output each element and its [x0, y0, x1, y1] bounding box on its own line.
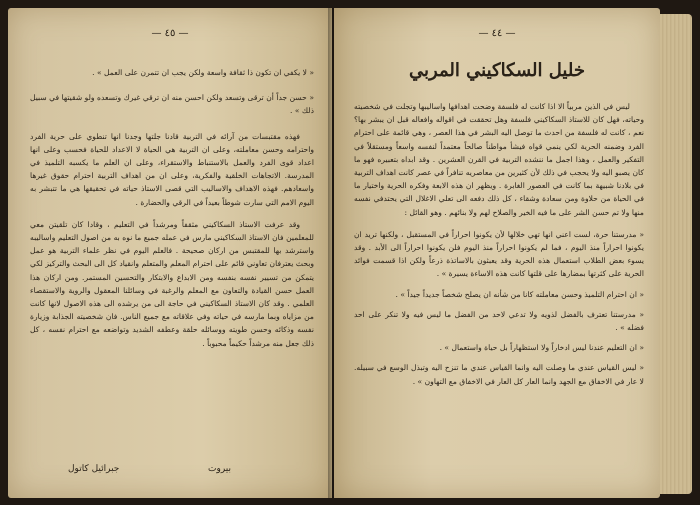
page-edges [660, 14, 692, 494]
chapter-title: خليل السكاكيني المربي [409, 60, 585, 81]
left-page [8, 8, 332, 498]
left-quote-2: « حسن جداً أن ترقى وتسعد ولكن احسن منه ان ترقي غيرك وتسعده ولو شقيتها في سبيل ذلك » . [30, 93, 314, 116]
right-quote-4: « ان التعليم عندنا ليس ادخاراً ولا استظهاراً بل حياة واستعمال » . [439, 343, 644, 353]
right-page-body [354, 100, 644, 395]
left-paragraph-2: وقد عرفت الاستاذ السكاكيني مثقفاً ومرشداً في التعليم ، وقادا كان تلقيتن معي للمعلمين فان الاستاذ السكاكيني مارس في عمله جميع ما نوه به من اصول التعليم واساليبه واسترشد بها للمقتبس من اركان صحيحة . فالعلم اليوم في نظر علماء التربية هو عمل وبحث يعترفان تعاوني قائم على احترام المعلم والمتعلم وانقياد كل الى البحث والتركيز لكي يتمكن من تسيير نفسه بنفسه ومن الابداع والابتكار والتحسين المستمر. ومن اركان هذا العمل حسن القيادة والتعاون مع المعلم والرغبة في وسائلنا المعقول والروية والاستقصاء العلمي . وقد كان الاستاذ السكاكيني في حاجة الى من يرشده الى هذه الاصول لانها كانت من مزاياه وبما مارسه في حياته وفي علاقاته مع جميع الناس. فان شخصيته الجذابة وزيارة نفسه وذكائه وحسن طويته ووسائله حلقة وعطفه الشديد وتواضعه مع احترام نفسه ، كل ذلك جعل منه مرشداً حكيماً محبوباً . [30, 219, 314, 348]
right-page-number: — ٤٤ — [478, 28, 516, 39]
right-quote-2: « ان احترام التلميذ وحسن معاملته كانا من شأنه ان يصلح شخصاً جديداً جيداً » . [395, 289, 644, 299]
left-paragraph-1: فهذه مقتبسات من آرائه في التربية قادنا جلتها وجدنا انها تنطوي على حرية الفرد واحترامه وحسن معاملته، وعلى ان التربية هي الحياة لا الاعداد للحياة فحسب وعلى انها اعداد قوى الفرد والعمل بالاستنباط والاستقراء، وعلى ان العلم ما يكسبه التلميذ في المدرسة. الاتجاهات الخلقية والفكرية، وعلى ان من اهداف التربية احترام حقوق غيرها واسعادهم. فهذه الاهداف والاساليب التي قصى الاستاذ حياته في تحقيقها هي ما تتبشر به اليوم الامم التي سارت شوطاً بعيداً في الرقي والحضارة . [30, 131, 314, 207]
right-quote-5: « ليس القياس عندي ما وصلت اليه وانما القياس عندي ما تنزح اليه وتبذل الوسع في سبيله. لا عار في الاخفاق مع الجهد وانما العار كل العار في الاخفاق مع التهاون » . [354, 363, 644, 386]
place-name: بيروت [208, 464, 232, 474]
right-paragraph-1: ليس في الذين مربياً الا اذا كانت له فلسفة وضحت اهدافها واساليبها وتجلت في شخصيته وحياته، فهل كان للاستاذ السكاكيني فلسفة وهل تحققت في اقواله وافعاله قبل ان يبشر بها؟ نعم ، كانت له فلسفة من احدث ما توصل اليه البشر في هذا العصر ، وهي قائمة على احترام الفرد وضمنه الحرية لكي ينمي قواه فيشأ مواطناً صالحاً معتمداً لنفسه واسعاً ومستقلاً في التفكير والعمل ، وهذا اجمل ما ننشده التربية في القرن العشرين . وقد ابداه بتعبيره فهو ما كان يصبو اليه ولا يحجب في ذلك لأن كثيرين من معاصريه تنافراً في عصر كانت اهداف التربية في بلادنا شبيهة بما كانت في العصور الغابرة . ويظهر ان هذه الابعة وفكره الحرية واختيار ما في الحياة من حلاوة ومن سعادة وشقاء ، كل ذلك دفعه الى تعلي الاغلال التي يحتدفي نفسه منها ولا تم حسن الشر على ما فيه الخير والصلاح لهم ولا بنائهم . وهو القائل : [354, 102, 644, 217]
author-signature: جبرائيل كاتول [68, 464, 120, 474]
left-opening-quote: « لا يكفي ان تكون ذا ثقافة واسعة ولكن يجب ان تتمرن على العمل » . [92, 68, 314, 77]
right-page [334, 8, 660, 498]
right-quote-1: « مدرستنا حرة، لست اعني انها تهي خلالها لأن يكونوا احراراً في المستقبل ، ولكنها تريد ان يكونوا احراراً منذ اليوم ، فما لم يكونوا احراراً منذ اليوم فلن يكونوا احراراً الى الأبد . وقد يسوء بعض الطلاب استعمال هذه الحرية وقد يعبثون بالاساتذة ذرعاً ولكن اذا قسمت فوائد الحرية على كثرتها بمضارها على قلتها كانت هذه الاساءة يسيرة » . [354, 229, 644, 279]
left-page-body [30, 66, 314, 359]
right-quote-3: « مدرستنا تعترف بالفضل لذويه ولا تدعي لاحد من الفضل ما ليس فيه ولا تنكر على احد فضله » . [354, 309, 644, 333]
left-page-number: — ٤٥ — [151, 28, 189, 39]
